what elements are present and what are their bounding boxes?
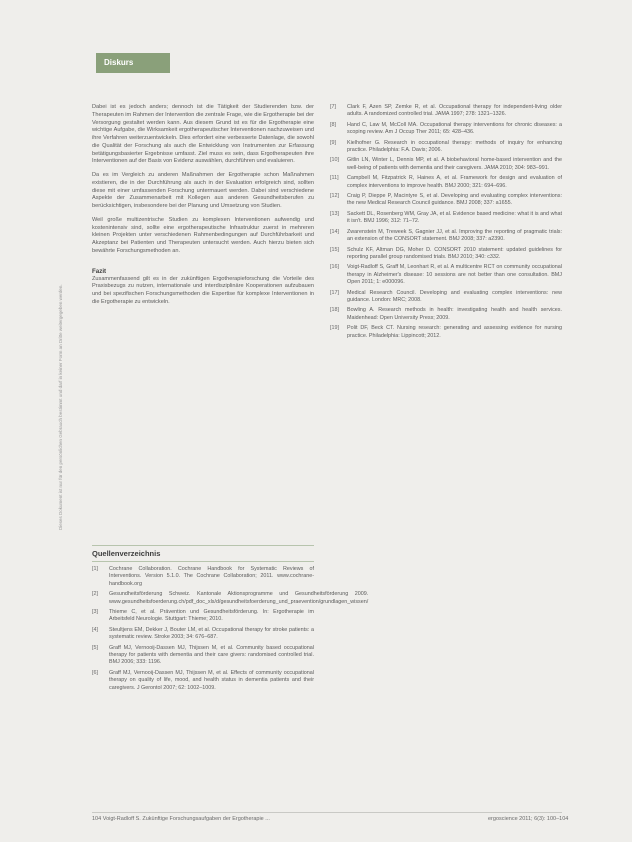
reference-number: [3]: [92, 609, 98, 616]
reference-number: [8]: [330, 121, 336, 128]
reference-number: [10]: [330, 157, 339, 164]
reference-item: [330, 175, 562, 190]
reference-item: [92, 591, 369, 606]
reference-number: [13]: [330, 210, 339, 217]
reference-text: Campbell M, Fitzpatrick R, Haines A, et al. Framework for design and evaluation of complex interventions to improve health. BMJ 2000; 321: 694–696.: [347, 175, 562, 189]
reference-number: [1]: [92, 566, 98, 572]
reference-text: Clark F, Azen SP, Zemke R, et al. Occupational therapy for independent-living older adults. A randomized controlled trial. JAMA 1997; 278: 1321–1326.: [347, 104, 562, 118]
reference-item: [330, 229, 562, 244]
reference-text: Graff MJ, Vernooij-Dassen MJ, Thijssen M, et al. Effects of community occupational therapy on quality of life, mood, and health status in dementia patients and their caregivers. J Gerontol 2007; 62: 1002–1009.: [109, 669, 314, 691]
reference-number: [17]: [330, 289, 339, 296]
footer-right-citation: ergoscience 2011; 6(3): 100–104: [488, 816, 569, 822]
reference-item: [92, 645, 314, 667]
reference-item: [330, 193, 562, 208]
reference-item: [330, 157, 562, 172]
section-label: Diskurs: [96, 53, 170, 73]
reference-item: [92, 566, 314, 588]
body-paragraph: Da es im Vergleich zu anderen Maßnahmen der Ergotherapie schon Maßnahmen existieren, die in der Durchführung als auch in der Evaluation erfolgreich sind, sollten diese mit einer umfassenden Forschung untermauert werden. Dabei sind verschiedene Aspekte der Zusammenarbeit mit Kollegen aus anderen Gesundheitsberufen zu berücksichtigen, insbesondere bei der Planung und Umsetzung von Studien.: [92, 172, 314, 209]
references-heading: Quellenverzeichnis: [92, 549, 161, 558]
reference-number: [7]: [330, 104, 336, 110]
reference-text: Cochrane Collaboration. Cochrane Handbook for Systematic Reviews of Interventions. Version 5.1.0. The Cochrane Collaboration; 2011. www.cochrane-handbook.org: [109, 566, 314, 587]
reference-text: Steultjens EM, Dekker J, Bouter LM, et al. Occupational therapy for stroke patients: a systematic review. Stroke 2003; 34: 676–687.: [109, 626, 314, 641]
footer-divider: [92, 812, 562, 813]
reference-item: [330, 325, 562, 340]
copyright-side-note: Dieses Dokument ist nur für den persönlichen Gebrauch bestimmt und darf in keiner Form an Dritte weitergegeben werden.: [58, 284, 63, 530]
reference-text: Medical Research Council. Developing and evaluating complex interventions: new guidance. London: MRC; 2008.: [347, 289, 562, 303]
reference-item: [330, 307, 562, 322]
reference-item: [330, 264, 562, 286]
reference-number: [6]: [92, 669, 98, 676]
reference-number: [9]: [330, 139, 336, 146]
reference-text: Sackett DL, Rosenberg WM, Gray JA, et al. Evidence based medicine: what it is and what it isn't. BMJ 1996; 312: 71–72.: [347, 210, 562, 225]
reference-item: [92, 609, 314, 624]
reference-text: Hand C, Law M, McColl MA. Occupational therapy interventions for chronic diseases: a scoping review. Am J Occup Ther 2011; 65: 428–436.: [347, 121, 562, 136]
reference-item: [92, 627, 314, 642]
reference-number: [2]: [92, 591, 98, 598]
fazit-heading: Fazit: [92, 267, 107, 275]
reference-number: [18]: [330, 307, 339, 314]
reference-text: Graff MJ, Vernooij-Dassen MJ, Thijssen M, et al. Community based occupational therapy for patients with dementia and their care givers: randomised controlled trial. BMJ 2006; 333: 1196.: [109, 644, 314, 666]
reference-text: Polit DF, Beck CT. Nursing research: generating and assessing evidence for nursing practice. Philadelphia: Lippincott; 2012.: [347, 325, 562, 339]
reference-text: Schulz KF, Altman DG, Moher D. CONSORT 2010 statement: updated guidelines for reporting parallel group randomised trials. BMJ 2010; 340: c332.: [347, 246, 562, 260]
reference-item: [330, 104, 562, 119]
reference-number: [4]: [92, 626, 98, 633]
reference-item: [330, 140, 562, 155]
reference-item: [330, 290, 562, 305]
reference-item: [330, 211, 562, 226]
left-column: [92, 104, 314, 307]
reference-text: Craig P, Dieppe P, Macintyre S, et al. Developing and evaluating complex interventions: the new Medical Research Council guidance. BMJ 2008; 337: a1655.: [347, 193, 562, 207]
references-heading-bar: [92, 545, 314, 562]
reference-text: Thieme C, et al. Prävention und Gesundheitsförderung. In: Ergotherapie im Arbeitsfeld Neurologie. Stuttgart: Thieme; 2010.: [109, 609, 314, 623]
reference-item: [330, 247, 562, 262]
body-paragraph: Dabei ist es jedoch anders; dennoch ist die Tätigkeit der Studierenden bzw. der Therapeuten im Rahmen der Intervention die zentrale Frage, wie die Ergotherapie bei der Versorgung gestaltet werden kann. Aus diesem Grund ist es für die Ergotherapie eine wichtige Aufgabe, die Wirksamkeit ergotherapeutischer Interventionen nachzuweisen und ihre Verfahren weiterzuentwickeln. Dies erfordert eine verbesserte Datenlage, die sowohl die Qualität der Forschung als auch die Entwicklung von Instrumenten zur Erfassung betätigungsbasierter Ergebnisse umfasst. Ziel muss es sein, dass Ergotherapeuten ihre Interventionen auf der Basis von Evidenz auswählen, durchführen und evaluieren.: [92, 104, 314, 165]
reference-number: [19]: [330, 325, 339, 332]
footer-left-citation: 104 Voigt-Radloff S. Zukünftige Forschungsaufgaben der Ergotherapie ...: [92, 816, 270, 822]
reference-text: Zwarenstein M, Treweek S, Gagnier JJ, et al. Improving the reporting of pragmatic trials: an extension of the CONSORT statement. BMJ 2008; 337: a2390.: [347, 228, 562, 243]
reference-text: Bowling A. Research methods in health: investigating health and health services. Maidenhead: Open University Press; 2009.: [347, 307, 562, 321]
references-left: [92, 566, 369, 695]
reference-text: Voigt-Radloff S, Graff M, Leonhart R, et al. A multicentre RCT on community occupational therapy in Alzheimer's disease: 10 sessions are not better than one consultation. BMJ Open 2011; 1: e000096.: [347, 264, 562, 286]
reference-number: [15]: [330, 246, 339, 253]
reference-number: [12]: [330, 193, 339, 200]
reference-number: [16]: [330, 264, 339, 271]
reference-item: [330, 122, 562, 137]
reference-text: Kielhofner G. Research in occupational therapy: methods of inquiry for enhancing practice. Philadelphia: F.A. Davis; 2006.: [347, 139, 562, 154]
body-paragraph: Weil große multizentrische Studien zu komplexen Interventionen aufwendig und kostenintensiv sind, sollte eine ergotherapeutische Infrastruktur zuerst in mehreren kleinen Projekten unter verschiedenen Rahmenbedingungen auf Durchführbarkeit und Akzeptanz bei Patienten und Therapeuten untersucht werden. Auch hierzu bieten sich bewährte Forschungsmethoden an.: [92, 216, 314, 254]
reference-text: Gitlin LN, Winter L, Dennis MP, et al. A biobehavioral home-based intervention and the well-being of patients with dementia and their caregivers. JAMA 2010; 304: 983–991.: [347, 157, 562, 171]
reference-number: [11]: [330, 175, 339, 182]
references-right: [330, 104, 562, 343]
fazit-paragraph: Zusammenfassend gilt es in der zukünftigen Ergotherapieforschung die Vorteile des Praxisbezugs zu nutzen, internationale und interdisziplinäre Kooperationen aufzubauen und bei spezifischen Forschungsmethoden die Expertise für komplexe Interventionen in die Ergotherapie zu entwickeln.: [92, 275, 314, 305]
reference-item: [92, 670, 314, 692]
reference-number: [5]: [92, 644, 98, 651]
reference-text: Gesundheitsförderung Schweiz. Kantonale Aktionsprogramme und Gesundheitsförderung 2009. www.gesundheitsfoerderung.ch/pdf_doc_xls/d/gesundheitsfoerderung_und_praevention/grundlagen_wissen/: [109, 591, 369, 605]
reference-number: [14]: [330, 228, 339, 235]
